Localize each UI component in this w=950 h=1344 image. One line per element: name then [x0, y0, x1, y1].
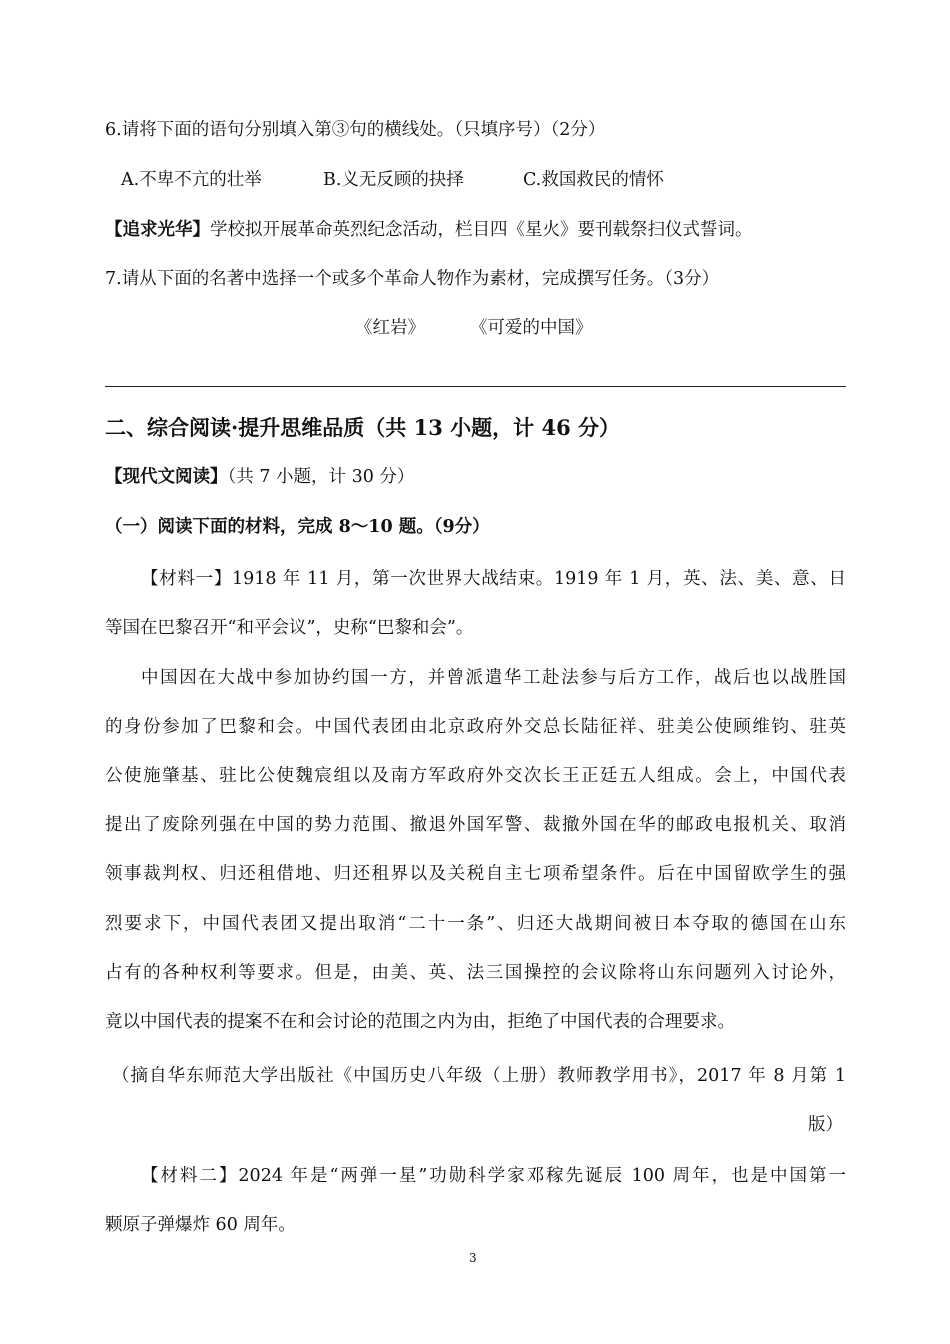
modern-reading-tag: 【现代文阅读】 [105, 467, 228, 487]
q7-book-keai: 《可爱的中国》 [470, 318, 593, 338]
material1-line-3: 中国因在大战中参加协约国一方，并曾派遣华工赴法参与后方工作，战后也以战胜国 [141, 668, 846, 688]
material1-line-2: 等国在巴黎召开“和平会议”，史称“巴黎和会”。 [105, 618, 474, 638]
material1-line-7: 领事裁判权、归还租借地、归还租界以及关税自主七项希望条件。后在中国留欧学生的强 [105, 864, 846, 884]
material2-line-2: 颗原子弹爆炸 60 周年。 [105, 1215, 296, 1235]
material1-line-4: 的身份参加了巴黎和会。中国代表团由北京政府外交总长陆征祥、驻美公使顾维钧、驻英 [105, 717, 846, 737]
part1-heading: （一）阅读下面的材料，完成 8～10 题。（9分） [105, 517, 490, 537]
material1-source-line-1: （摘自华东师范大学出版社《中国历史八年级（上册）教师教学用书》，2017 年 8 月第 1 [112, 1066, 846, 1086]
q7-text: 7.请从下面的名著中选择一个或多个革命人物作为素材，完成撰写任务。（3分） [105, 269, 720, 289]
zhuiqiu-tag: 【追求光华】 [105, 220, 210, 240]
material1-line-10: 竟以中国代表的提案不在和会讨论的范围之内为由，拒绝了中国代表的合理要求。 [105, 1012, 735, 1032]
page-number: 3 [469, 1251, 477, 1265]
modern-reading-heading [105, 465, 414, 489]
q6-option-a: A.不卑不亢的壮举 [121, 170, 262, 190]
material1-source-line-2: 版） [808, 1115, 843, 1135]
q7-book-hongyan: 《红岩》 [355, 318, 425, 338]
material1-line-5: 公使施肇基、驻比公使魏宸组以及南方军政府外交次长王正廷五人组成。会上，中国代表 [105, 766, 846, 786]
material1-line-9: 占有的各种权利等要求。但是，由美、英、法三国操控的会议除将山东问题列入讨论外， [105, 963, 846, 983]
section-divider [105, 386, 846, 387]
modern-reading-count: （共 7 小题，计 30 分） [227, 467, 415, 487]
material1-line-8: 烈要求下，中国代表团又提出取消“二十一条”、归还大战期间被日本夺取的德国在山东 [105, 914, 846, 934]
section2-title: 二、综合阅读·提升思维品质（共 13 小题，计 46 分） [105, 415, 621, 440]
material1-line-1: 【材料一】1918 年 11 月，第一次世界大战结束。1919 年 1 月，英、法、美、意、日 [141, 569, 846, 589]
zhuiqiu-text: 学校拟开展革命英烈纪念活动，栏目四《星火》要刊载祭扫仪式誓词。 [210, 220, 753, 240]
q6-option-b: B.义无反顾的抉择 [323, 170, 464, 190]
q6-text: 6.请将下面的语句分别填入第③句的横线处。（只填序号）（2分） [105, 120, 606, 140]
zhuiqiu-paragraph [105, 218, 753, 242]
material2-line-1: 【材料二】2024 年是“两弹一星”功勋科学家邓稼先诞辰 100 周年，也是中国第一 [141, 1166, 846, 1186]
material1-line-6: 提出了废除列强在中国的势力范围、撤退外国军警、裁撤外国在华的邮政电报机关、取消 [105, 815, 846, 835]
q6-option-c: C.救国救民的情怀 [523, 170, 664, 190]
